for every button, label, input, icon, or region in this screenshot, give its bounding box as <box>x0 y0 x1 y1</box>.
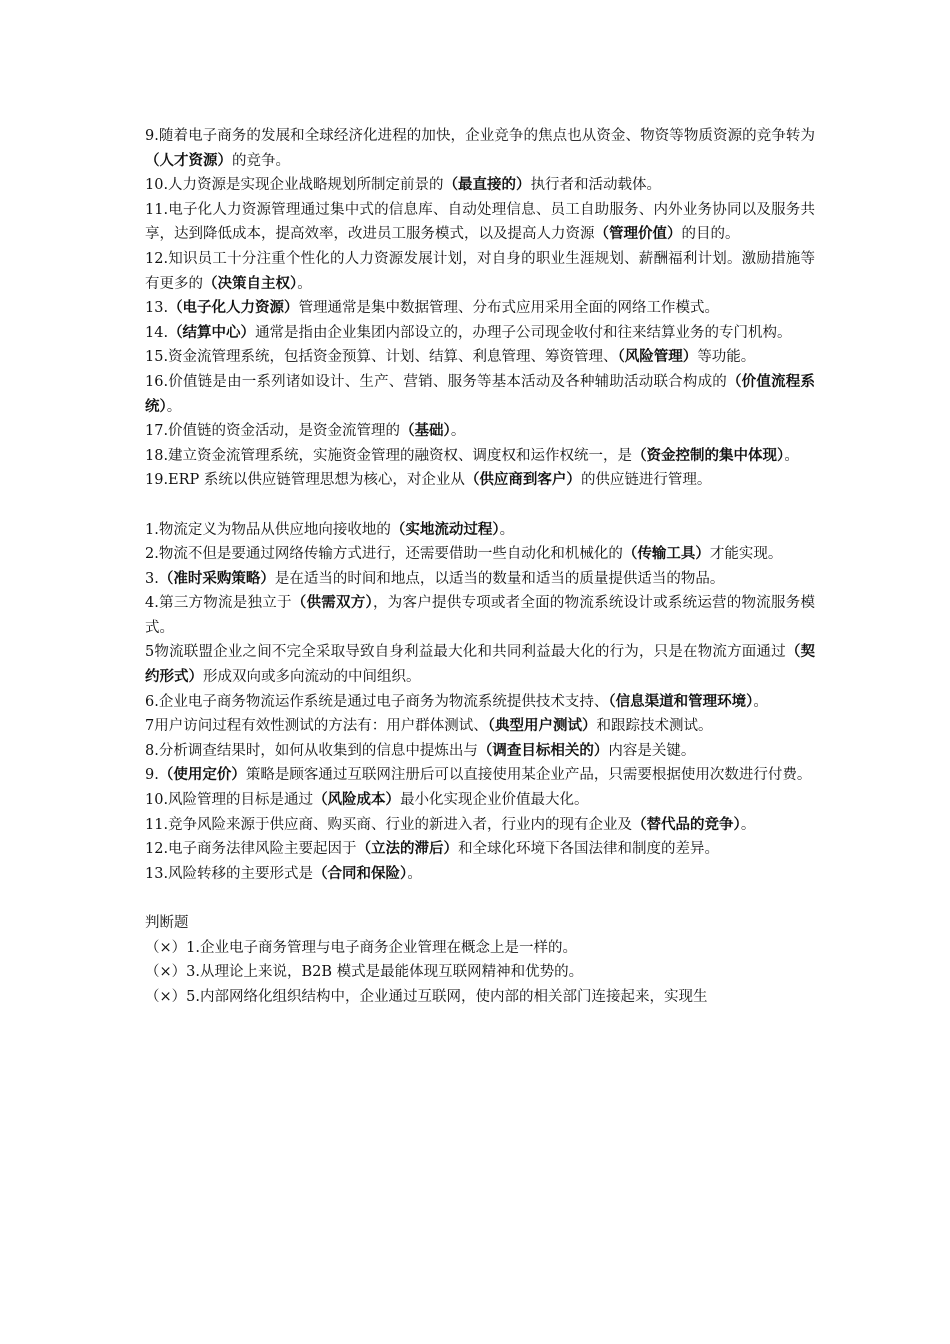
question-text: 策略是顾客通过互联网注册后可以直接使用某企业产品，只需要根据使用次数进行付费。 <box>245 767 812 784</box>
question-text: 19.ERP 系统以供应链管理思想为核心，对企业从 <box>145 472 465 489</box>
section-gap <box>145 493 815 518</box>
question-item <box>145 321 815 346</box>
answer-text: （契约形式） <box>145 643 815 686</box>
answer-text: （供需双方） <box>291 594 373 612</box>
question-text: 10.风险管理的目标是通过 <box>145 792 314 809</box>
question-text: 11.竞争风险来源于供应商、购买商、行业的新进入者，行业内的现有企业及 <box>145 816 633 833</box>
question-text: 12.电子商务法律风险主要起因于 <box>145 841 357 858</box>
question-item <box>145 714 815 739</box>
question-item <box>145 739 815 764</box>
question-item <box>145 960 815 985</box>
question-text: 。 <box>753 693 768 710</box>
question-text: 才能实现。 <box>709 546 783 563</box>
question-item <box>145 345 815 370</box>
question-text: 15.资金流管理系统，包括资金预算、计划、结算、利息管理、筹资管理、 <box>145 349 618 366</box>
answer-text: （使用定价） <box>158 766 246 784</box>
question-item <box>145 173 815 198</box>
question-item <box>145 124 815 173</box>
fill-in-section-ecommerce <box>145 124 815 493</box>
question-text: 5物流联盟企业之间不完全采取导致自身利益最大化和共同利益最大化的行为，只是在物流方面通过 <box>145 644 786 661</box>
answer-text: （最直接的） <box>443 176 531 194</box>
answer-text: （决策自主权） <box>203 274 298 292</box>
answer-text: （风险成本） <box>313 791 401 809</box>
question-text: 10.人力资源是实现企业战略规划所制定前景的 <box>145 177 444 194</box>
question-text: 。 <box>407 865 422 882</box>
question-text: 的目的。 <box>681 226 740 243</box>
answer-text: （替代品的竞争） <box>632 815 741 833</box>
question-item <box>145 813 815 838</box>
question-text: 12.知识员工十分注重个性化的人力资源发展计划，对自身的职业生涯规划、薪酬福利计划。激励措施等有更多的 <box>145 250 815 292</box>
question-item <box>145 837 815 862</box>
answer-text: （人才资源） <box>145 151 232 169</box>
question-text: 16.价值链是由一系列诸如设计、生产、营销、服务等基本活动及各种辅助活动联合构成的 <box>145 373 727 390</box>
question-text: 18.建立资金流管理系统，实施资金管理的融资权、调度权和运作权统一，是 <box>145 447 633 464</box>
question-text: 1.物流定义为物品从供应地向接收地的 <box>145 521 391 538</box>
answer-text: （典型用户测试） <box>487 717 597 735</box>
question-item <box>145 247 815 296</box>
answer-text: （管理价值） <box>594 225 682 243</box>
question-text: 3. <box>145 570 159 587</box>
question-item <box>145 936 815 961</box>
question-text: 6.企业电子商务物流运作系统是通过电子商务为物流系统提供技术支持、 <box>145 693 609 710</box>
question-text: （×）3.从理论上来说，B2B 模式是最能体现互联网精神和优势的。 <box>145 964 584 981</box>
question-text: （×）1.企业电子商务管理与电子商务企业管理在概念上是一样的。 <box>145 939 577 956</box>
question-item <box>145 567 815 592</box>
answer-text: （供应商到客户） <box>464 471 581 489</box>
answer-text: （价值流程系统） <box>145 372 815 415</box>
question-item <box>145 468 815 493</box>
question-item <box>145 444 815 469</box>
question-text: ，为客户提供专项或者全面的物流系统设计或系统运营的物流服务模式。 <box>145 595 816 636</box>
question-text: 。 <box>499 521 515 538</box>
question-text: （×）5.内部网络化组织结构中，企业通过互联网，使内部的相关部门连接起来，实现生 <box>145 988 708 1005</box>
question-item <box>145 198 815 247</box>
question-text: 最小化实现企业价值最大化。 <box>400 792 589 809</box>
question-text: 。 <box>740 816 756 833</box>
section-heading: 判断题 <box>145 915 189 931</box>
question-item <box>145 591 815 640</box>
question-item <box>145 542 815 567</box>
answer-text: （风险管理） <box>617 348 698 366</box>
question-text: 和全球化环境下各国法律和制度的差异。 <box>458 841 720 858</box>
question-item <box>145 370 815 419</box>
section-gap <box>145 886 815 911</box>
question-text: 和跟踪技术测试。 <box>596 718 713 735</box>
question-text: 形成双向或多向流动的中间组织。 <box>203 669 421 686</box>
question-text: 7用户访问过程有效性测试的方法有：用户群体测试、 <box>145 718 488 735</box>
question-text: 执行者和活动载体。 <box>530 177 662 194</box>
question-text: 11.电子化人力资源管理通过集中式的信息库、自动处理信息、员工自助服务、内外业务协同以及服务共享，达到降低成本，提高效率，改进员工服务模式，以及提高人力资源 <box>145 201 815 243</box>
answer-text: （资金控制的集中体现） <box>632 446 785 464</box>
fill-in-section-logistics <box>145 518 815 887</box>
question-text: 8.分析调查结果时，如何从收集到的信息中提炼出与 <box>145 742 478 759</box>
question-text: 14. <box>145 324 169 341</box>
question-text: 17.价值链的资金活动，是资金流管理的 <box>145 423 401 440</box>
question-text: 。 <box>784 447 799 464</box>
question-text: 9.随着电子商务的发展和全球经济化进程的加快，企业竞争的焦点也从资金、物资等物质资源的竞争转为 <box>145 128 815 144</box>
true-false-section <box>145 911 815 1009</box>
question-item <box>145 788 815 813</box>
question-text: 2.物流不但是要通过网络传输方式进行，还需要借助一些自动化和机械化的 <box>145 546 623 563</box>
question-text: 管理通常是集中数据管理、分布式应用采用全面的网络工作模式。 <box>298 300 720 317</box>
answer-text: （立法的滞后） <box>356 840 459 858</box>
answer-text: （电子化人力资源） <box>168 299 299 317</box>
answer-text: （结算中心） <box>168 323 256 341</box>
question-text: 13.风险转移的主要形式是 <box>145 865 314 882</box>
question-item <box>145 640 815 689</box>
question-text: 等功能。 <box>697 349 756 366</box>
question-item <box>145 985 815 1010</box>
answer-text: （信息渠道和管理环境） <box>608 692 754 710</box>
answer-text: （调查目标相关的） <box>477 741 609 759</box>
answer-text: （实地流动过程） <box>390 520 500 538</box>
question-text: 的竞争。 <box>232 152 290 169</box>
true-false-list <box>145 936 815 1010</box>
question-text: 9. <box>145 767 159 784</box>
answer-text: （准时采购策略） <box>158 569 275 587</box>
question-text: 。 <box>166 398 182 415</box>
question-item <box>145 763 815 788</box>
question-text: 4.第三方物流是独立于 <box>145 595 292 612</box>
question-text: 的供应链进行管理。 <box>580 472 712 489</box>
answer-text: （传输工具） <box>622 545 710 563</box>
question-text: 。 <box>297 275 312 292</box>
question-item <box>145 862 815 887</box>
document-page <box>145 124 815 1009</box>
question-item <box>145 419 815 444</box>
question-text: 。 <box>450 423 466 440</box>
question-text: 内容是关键。 <box>608 742 696 759</box>
question-text: 通常是指由企业集团内部设立的，办理子公司现金收付和往来结算业务的专门机构。 <box>255 324 792 341</box>
answer-text: （合同和保险） <box>313 864 408 882</box>
question-item <box>145 690 815 715</box>
question-item <box>145 296 815 321</box>
question-text: 13. <box>145 300 169 317</box>
question-item <box>145 518 815 543</box>
question-text: 是在适当的时间和地点，以适当的数量和适当的质量提供适当的物品。 <box>274 570 725 587</box>
answer-text: （基础） <box>400 422 451 440</box>
